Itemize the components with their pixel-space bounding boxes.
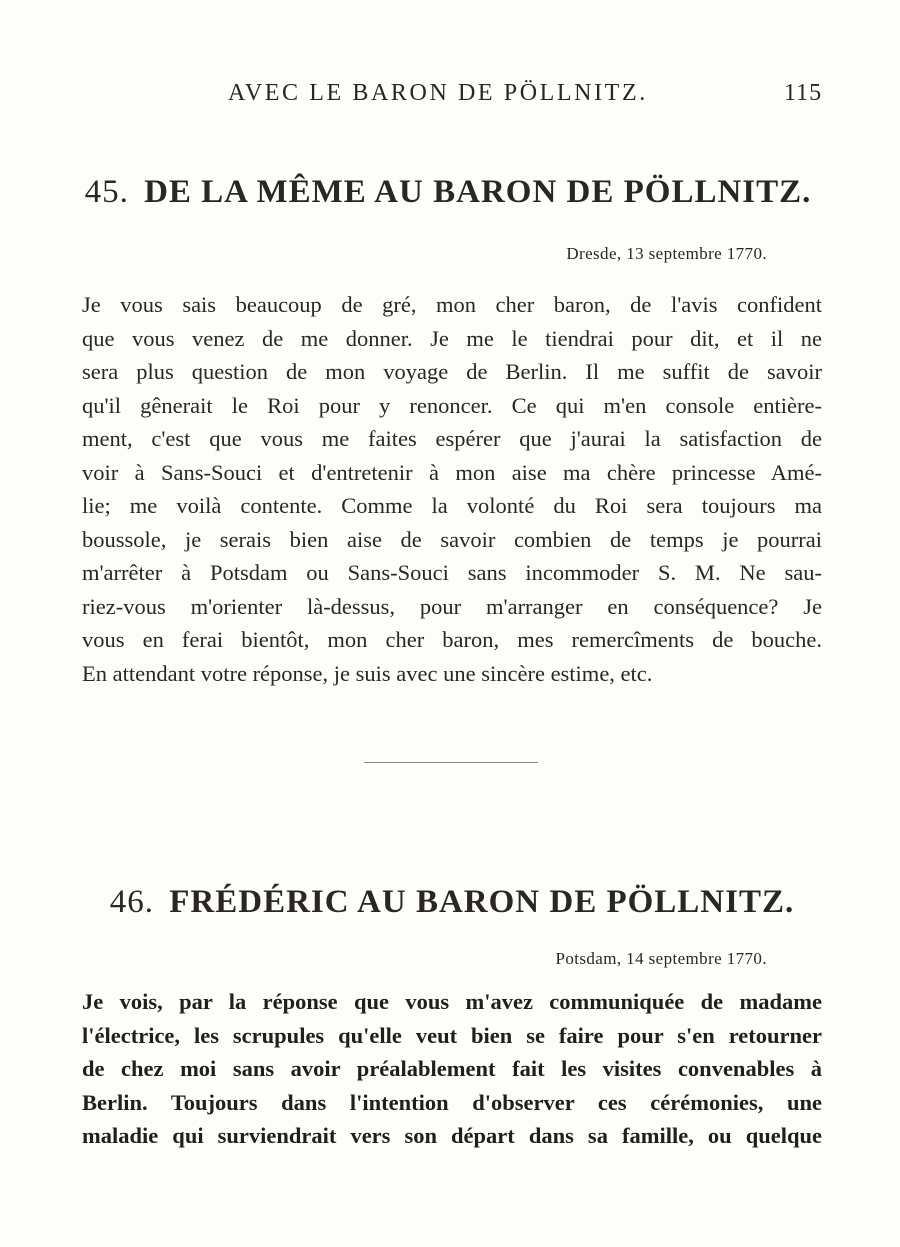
text-line: sera plus question de mon voyage de Berlin. Il me suffit de savoir <box>82 359 822 384</box>
letter-dateline: Dresde, 13 septembre 1770. <box>566 244 767 263</box>
text-line: Je vous sais beaucoup de gré, mon cher baron, de l'avis confident <box>82 292 822 317</box>
text-line: Je vois, par la réponse que vous m'avez communiquée de madame <box>82 989 822 1014</box>
letter-title: DE LA MÊME AU BARON DE PÖLLNITZ. <box>144 174 812 210</box>
letter-title: FRÉDÉRIC AU BARON DE PÖLLNITZ. <box>169 884 795 920</box>
section-divider <box>364 762 538 763</box>
letter-number: 45. <box>84 174 129 210</box>
letter-body <box>82 985 822 1153</box>
running-head: AVEC LE BARON DE PÖLLNITZ. <box>228 80 648 106</box>
text-line: boussole, je serais bien aise de savoir combien de temps je pourrai <box>82 526 822 552</box>
text-line: Berlin. Toujours dans l'intention d'observer ces cérémonies, une <box>82 1089 822 1115</box>
letter-body <box>82 288 822 690</box>
text-line: maladie qui surviendrait vers son départ dans sa famille, ou quelque <box>82 1123 822 1148</box>
letter-heading <box>2 884 900 921</box>
text-line: voir à Sans-Souci et d'entretenir à mon aise ma chère princesse Amé- <box>82 459 822 485</box>
text-line: ment, c'est que vous me faites espérer que j'aurai la satisfaction de <box>82 426 822 451</box>
text-line: riez-vous m'orienter là-dessus, pour m'arranger en conséquence? Je <box>82 593 822 619</box>
text-line: l'électrice, les scrupules qu'elle veut bien se faire pour s'en retourner <box>82 1022 822 1048</box>
text-line: m'arrêter à Potsdam ou Sans-Souci sans incommoder S. M. Ne sau- <box>82 560 822 585</box>
letter-number: 46. <box>109 884 154 920</box>
text-line: que vous venez de me donner. Je me le tiendrai pour dit, et il ne <box>82 325 822 351</box>
letter-dateline: Potsdam, 14 septembre 1770. <box>555 949 767 968</box>
text-line: de chez moi sans avoir préalablement fait les visites convenables à <box>82 1056 822 1081</box>
text-line: lie; me voilà contente. Comme la volonté du Roi sera toujours ma <box>82 493 822 518</box>
letter-heading <box>0 174 898 211</box>
text-line: En attendant votre réponse, je suis avec une sincère estime, etc. <box>82 660 653 686</box>
page-number: 115 <box>784 80 823 106</box>
text-line: vous en ferai bientôt, mon cher baron, mes remercîments de bouche. <box>82 627 822 652</box>
text-line: qu'il gênerait le Roi pour y renoncer. Ce qui m'en console entière- <box>82 392 822 418</box>
